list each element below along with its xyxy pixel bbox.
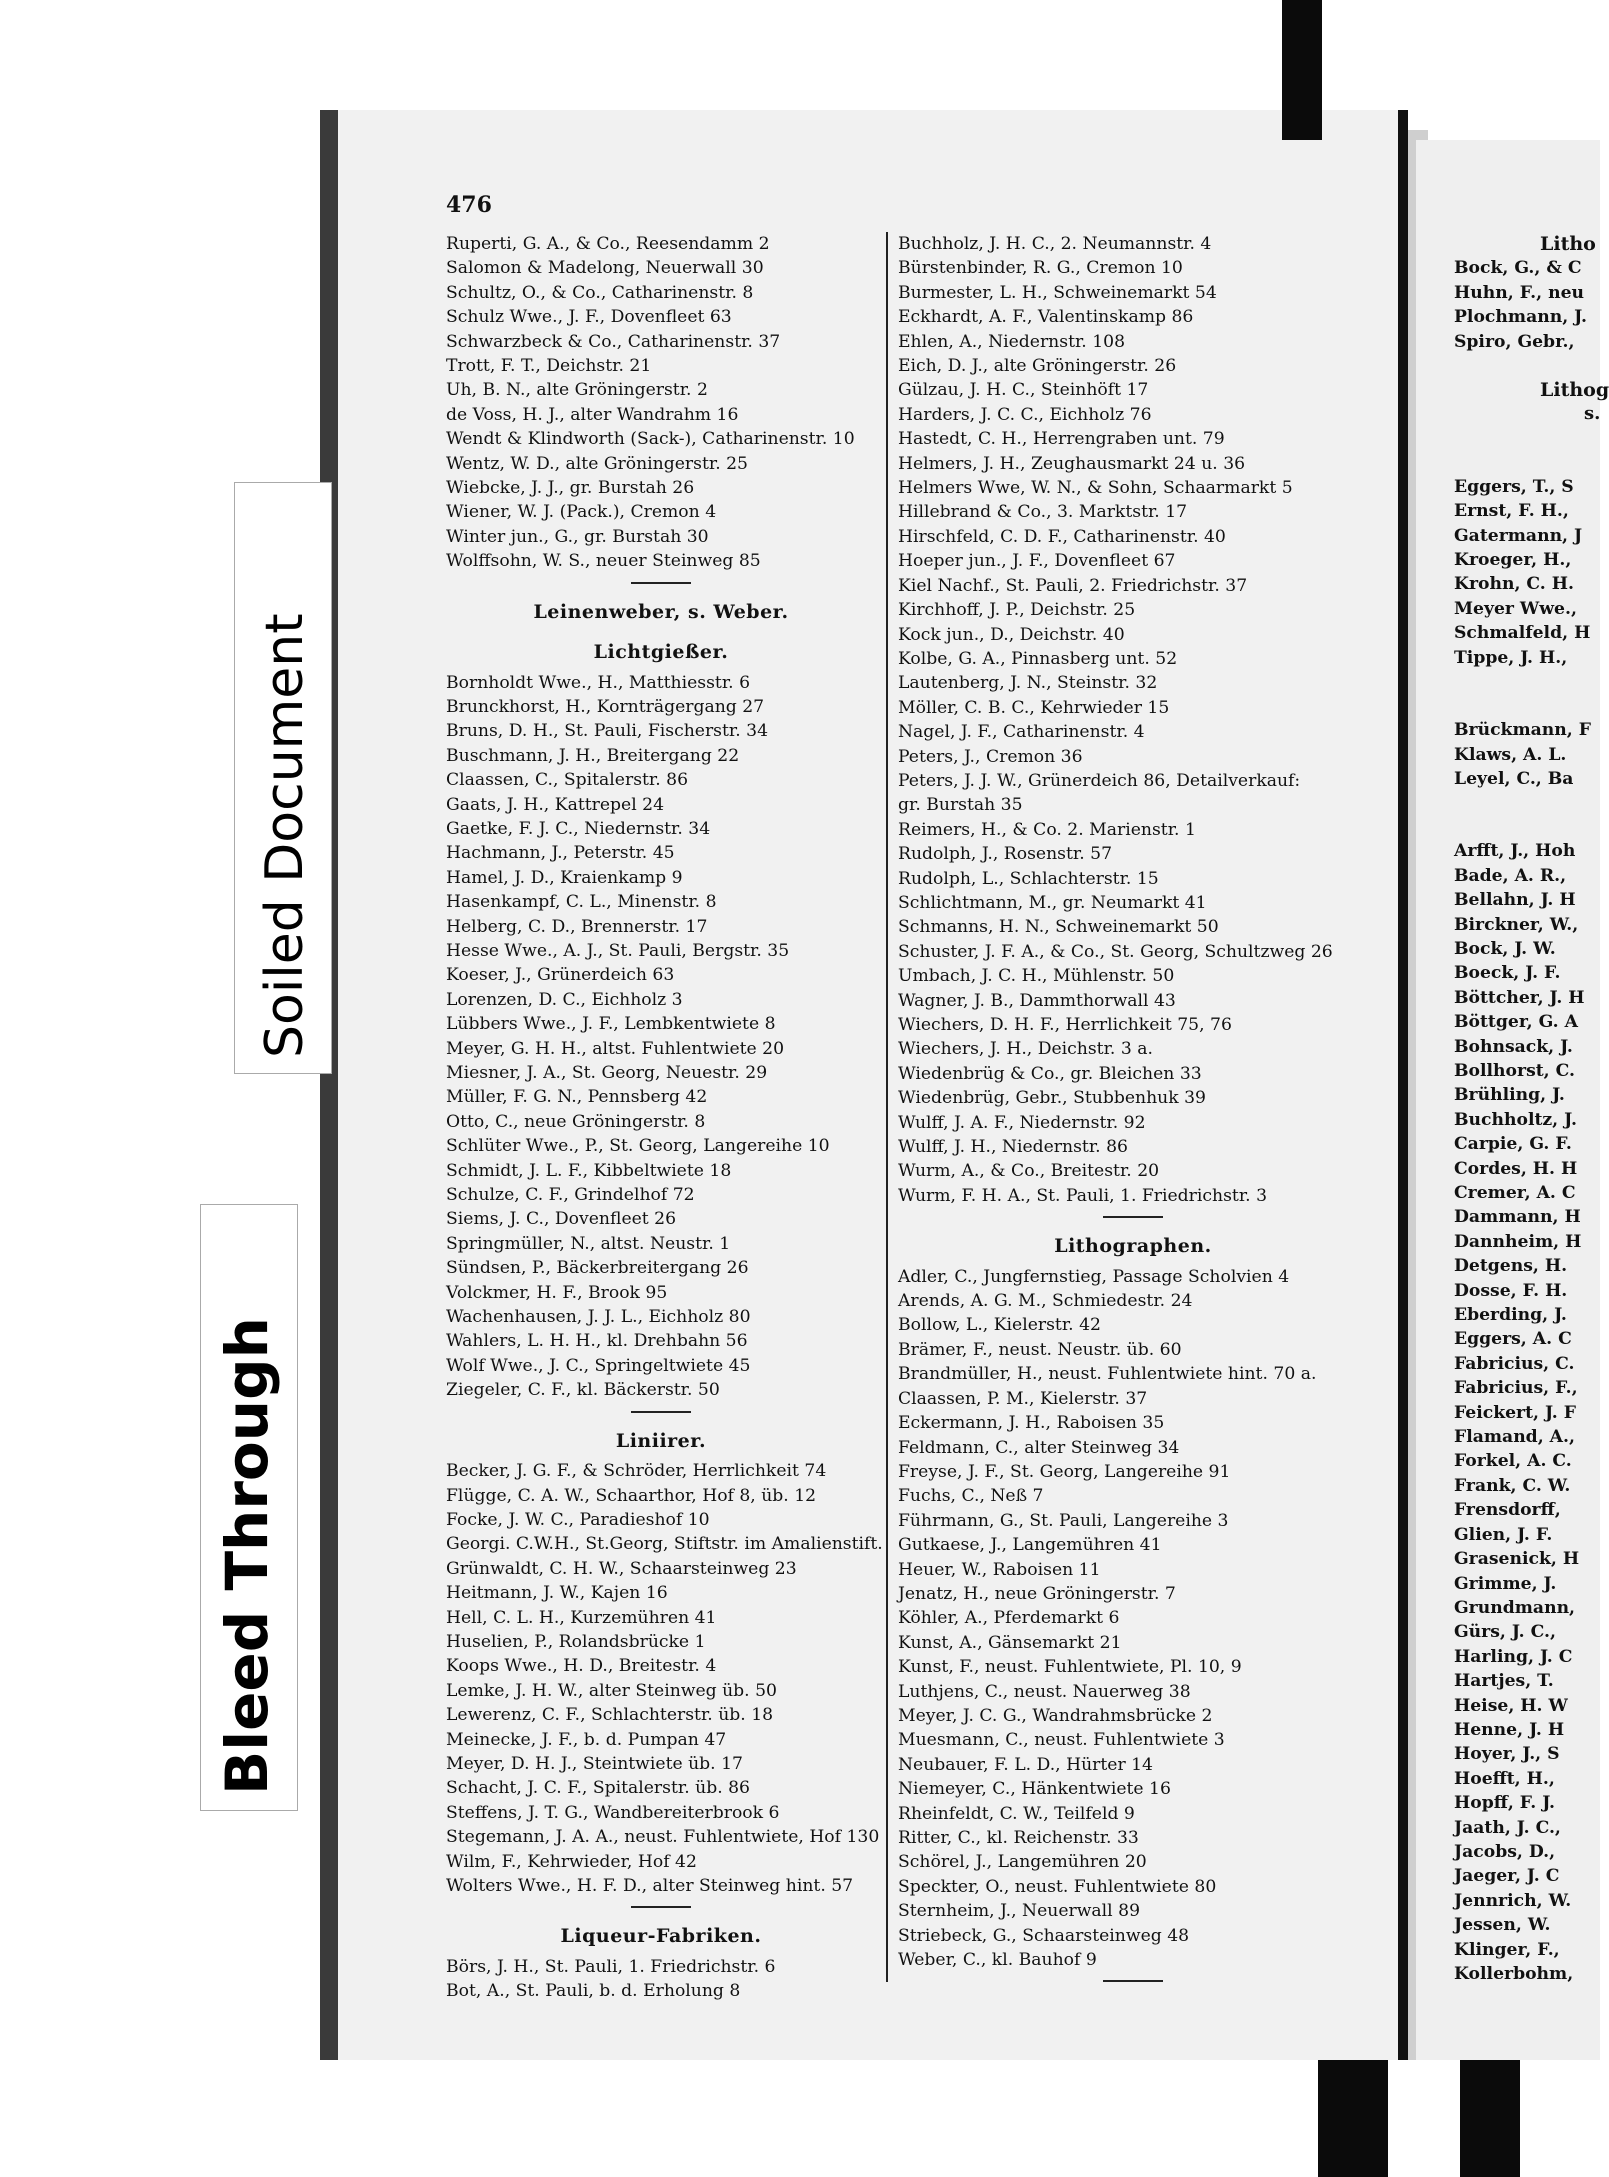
column-divider [886, 232, 888, 1982]
directory-entry: Fuchs, C., Neß 7 [898, 1486, 1044, 1507]
directory-entry: Neubauer, F. L. D., Hürter 14 [898, 1754, 1153, 1775]
directory-entry: Schulze, C. F., Grindelhof 72 [446, 1185, 695, 1206]
directory-entry: Focke, J. W. C., Paradieshof 10 [446, 1509, 710, 1530]
directory-entry: Huhn, F., neu [1454, 282, 1585, 303]
directory-entry: Birckner, W., [1454, 914, 1579, 935]
directory-entry: Köhler, A., Pferdemarkt 6 [898, 1608, 1120, 1629]
directory-entry: Ehlen, A., Niedernstr. 108 [898, 331, 1126, 352]
directory-entry: Luthjens, C., neust. Nauerweg 38 [898, 1681, 1191, 1702]
directory-entry: Kirchhoff, J. P., Deichstr. 25 [898, 600, 1136, 621]
directory-entry: Lübbers Wwe., J. F., Lembkentwiete 8 [446, 1014, 776, 1035]
directory-entry: Wiebcke, J. J., gr. Burstah 26 [446, 478, 695, 499]
section-heading: Liniirer. [615, 1429, 707, 1452]
directory-entry: Schuster, J. F. A., & Co., St. Georg, Schultzweg 26 [898, 941, 1333, 962]
directory-entry: Wendt & Klindworth (Sack-), Catharinenstr. 10 [446, 429, 855, 450]
directory-entry: Helmers, J. H., Zeughausmarkt 24 u. 36 [898, 453, 1246, 474]
directory-entry: Otto, C., neue Gröningerstr. 8 [446, 1111, 706, 1132]
directory-entry: Boeck, J. F. [1454, 963, 1561, 984]
spacer [1454, 451, 1609, 475]
directory-entry: Feldmann, C., alter Steinweg 34 [898, 1437, 1180, 1458]
directory-entry: Heuer, W., Raboisen 11 [898, 1559, 1101, 1580]
directory-entry: Volckmer, H. F., Brook 95 [446, 1282, 668, 1303]
directory-entry: Burmester, L. H., Schweinemarkt 54 [898, 282, 1217, 303]
directory-entry: Peters, J., Cremon 36 [898, 746, 1083, 767]
directory-entry: Brühling, J. [1454, 1085, 1565, 1106]
directory-entry: Frank, C. W. [1454, 1475, 1571, 1496]
directory-entry: Bruns, D. H., St. Pauli, Fischerstr. 34 [446, 721, 769, 742]
directory-entry: Fabricius, C. [1454, 1353, 1575, 1374]
directory-entry: Bock, J. W. [1454, 938, 1556, 959]
directory-entry: Muesmann, C., neust. Fuhlentwiete 3 [898, 1730, 1225, 1751]
directory-entry: Hasenkampf, C. L., Minenstr. 8 [446, 892, 717, 913]
directory-entry: Buchholz, J. H. C., 2. Neumannstr. 4 [898, 234, 1212, 254]
directory-entry: Wolters Wwe., H. F. D., alter Steinweg hint. 57 [446, 1876, 854, 1896]
directory-entry: Leyel, C., Ba [1454, 768, 1574, 789]
directory-entry: Wiener, W. J. (Pack.), Cremon 4 [446, 502, 717, 523]
directory-entry: Lorenzen, D. C., Eichholz 3 [446, 989, 683, 1010]
directory-entry: Eggers, T., S [1454, 476, 1574, 497]
section-subheading: s. [1584, 403, 1601, 425]
directory-entry: Jennrich, W. [1454, 1890, 1572, 1911]
directory-entry: Wulff, J. H., Niedernstr. 86 [898, 1137, 1128, 1158]
spacer [1454, 791, 1609, 815]
directory-entry: Bohnsack, J. [1454, 1036, 1573, 1057]
section-heading: Leinenweber, s. Weber. [533, 600, 789, 623]
directory-entry: Frensdorff, [1454, 1500, 1561, 1521]
directory-entry: Brunckhorst, H., Kornträgergang 27 [446, 696, 765, 717]
directory-entry: Hillebrand & Co., 3. Marktstr. 17 [898, 502, 1188, 523]
spacer [1454, 815, 1609, 839]
directory-entry: Wolf Wwe., J. C., Springeltwiete 45 [446, 1355, 751, 1376]
directory-entry: Wagner, J. B., Dammthorwall 43 [898, 990, 1176, 1011]
right-column [898, 232, 1368, 1984]
facing-page-column [1454, 232, 1609, 1986]
directory-entry: Wurm, A., & Co., Breitestr. 20 [898, 1161, 1160, 1182]
soiled-document-label [234, 482, 332, 1074]
directory-entry: Wilm, F., Kehrwieder, Hof 42 [446, 1851, 697, 1872]
directory-entry: Hoyer, J., S [1454, 1744, 1560, 1765]
directory-entry: Winter jun., G., gr. Burstah 30 [446, 526, 709, 547]
directory-entry: Hastedt, C. H., Herrengraben unt. 79 [898, 429, 1225, 450]
directory-entry: Reimers, H., & Co. 2. Marienstr. 1 [898, 819, 1196, 840]
directory-entry: Cremer, A. C [1454, 1183, 1576, 1203]
directory-entry: Grimme, J. [1454, 1573, 1557, 1594]
directory-entry: Grundmann, [1454, 1597, 1576, 1618]
section-heading: Lithographen. [1054, 1235, 1212, 1258]
directory-entry: Lemke, J. H. W., alter Steinweg üb. 50 [446, 1680, 777, 1701]
directory-entry: Bollow, L., Kielerstr. 42 [898, 1315, 1101, 1336]
directory-entry: Böttger, G. A [1454, 1012, 1578, 1033]
directory-entry: Arfft, J., Hoh [1454, 841, 1576, 862]
directory-entry: Detgens, H. [1454, 1256, 1568, 1277]
directory-entry: Peters, J. J. W., Grünerdeich 86, Detailverkauf: [898, 770, 1301, 791]
directory-entry: Fabricius, F., [1454, 1378, 1578, 1399]
directory-entry: Springmüller, N., altst. Neustr. 1 [446, 1233, 731, 1254]
directory-entry: Speckter, O., neust. Fuhlentwiete 80 [898, 1876, 1217, 1897]
directory-entry: Eberding, J. [1454, 1305, 1567, 1326]
directory-entry: Bellahn, J. H [1454, 890, 1576, 911]
directory-entry: Kroeger, H., [1454, 550, 1572, 571]
directory-entry: Heise, H. W [1454, 1695, 1568, 1716]
directory-entry: Wurm, F. H. A., St. Pauli, 1. Friedrichstr. 3 [898, 1185, 1268, 1206]
directory-entry: Hamel, J. D., Kraienkamp 9 [446, 867, 683, 888]
directory-entry: Gatermann, J [1454, 525, 1583, 546]
directory-entry: Hirschfeld, C. D. F., Catharinenstr. 40 [898, 526, 1226, 547]
directory-entry: Flamand, A., [1454, 1427, 1575, 1448]
directory-entry: Klinger, F., [1454, 1939, 1560, 1960]
spacer [1454, 427, 1609, 451]
directory-entry: Ritter, C., kl. Reichenstr. 33 [898, 1828, 1139, 1848]
directory-entry: Hesse Wwe., A. J., St. Pauli, Bergstr. 35 [446, 940, 790, 961]
directory-entry: Hartjes, T. [1454, 1671, 1554, 1692]
directory-entry: Rudolph, L., Schlachterstr. 15 [898, 868, 1159, 889]
directory-entry: Sternheim, J., Neuerwall 89 [898, 1901, 1141, 1922]
directory-entry: Meyer Wwe., [1454, 598, 1577, 619]
directory-entry: Grasenick, H [1454, 1549, 1580, 1570]
directory-entry: Grünwaldt, C. H. W., Schaarsteinweg 23 [446, 1558, 797, 1579]
page-number: 476 [446, 192, 492, 218]
directory-entry: Krohn, C. H. [1454, 574, 1574, 595]
directory-entry: Ziegeler, C. F., kl. Bäckerstr. 50 [446, 1380, 720, 1401]
directory-entry: Kolbe, G. A., Pinnasberg unt. 52 [898, 648, 1178, 669]
directory-entry: Hachmann, J., Peterstr. 45 [446, 843, 675, 864]
background-top-right [1282, 0, 1600, 110]
directory-entry: Harders, J. C. C., Eichholz 76 [898, 404, 1152, 425]
directory-entry: Meyer, J. C. G., Wandrahmsbrücke 2 [898, 1705, 1213, 1726]
directory-entry: Schmanns, H. N., Schweinemarkt 50 [898, 917, 1219, 938]
directory-entry: Weber, C., kl. Bauhof 9 [898, 1950, 1097, 1971]
directory-entry: Siems, J. C., Dovenfleet 26 [446, 1209, 677, 1230]
section-rule [1103, 1980, 1163, 1982]
directory-entry: Forkel, A. C. [1454, 1451, 1572, 1472]
directory-entry: Niemeyer, C., Hänkentwiete 16 [898, 1779, 1171, 1800]
directory-entry: Schörel, J., Langemühren 20 [898, 1852, 1147, 1873]
directory-entry: Gürs, J. C., [1454, 1622, 1556, 1643]
directory-entry: Umbach, J. C. H., Mühlenstr. 50 [898, 966, 1175, 987]
section-heading: Liqueur-Fabriken. [560, 1925, 762, 1948]
directory-entry: Dosse, F. H. [1454, 1280, 1568, 1301]
directory-entry: Schlüter Wwe., P., St. Georg, Langereihe 10 [446, 1136, 830, 1157]
directory-entry: Gutkaese, J., Langemühren 41 [898, 1535, 1162, 1556]
directory-entry: Brämer, F., neust. Neustr. üb. 60 [898, 1339, 1182, 1360]
directory-entry: de Voss, H. J., alter Wandrahm 16 [446, 404, 739, 425]
directory-entry: Meyer, G. H. H., altst. Fuhlentwiete 20 [446, 1038, 785, 1059]
directory-entry: Klaws, A. L. [1454, 744, 1567, 765]
directory-entry: Wulff, J. A. F., Niedernstr. 92 [898, 1112, 1146, 1133]
bleed-through-label [200, 1204, 298, 1811]
directory-entry: Helmers Wwe, W. N., & Sohn, Schaarmarkt 5 [898, 478, 1293, 499]
directory-entry: Wachenhausen, J. J. L., Eichholz 80 [446, 1307, 751, 1328]
directory-entry: gr. Burstah 35 [898, 795, 1023, 816]
directory-entry: Hoefft, H., [1454, 1768, 1555, 1789]
directory-entry: Arends, A. G. M., Schmiedestr. 24 [898, 1291, 1193, 1312]
directory-entry: Uh, B. N., alte Gröningerstr. 2 [446, 380, 708, 401]
directory-entry: Möller, C. B. C., Kehrwieder 15 [898, 697, 1170, 718]
directory-entry: Lewerenz, C. F., Schlachterstr. üb. 18 [446, 1705, 774, 1726]
directory-entry: Kiel Nachf., St. Pauli, 2. Friedrichstr. 37 [898, 575, 1248, 596]
directory-entry: Freyse, J. F., St. Georg, Langereihe 91 [898, 1461, 1231, 1482]
directory-entry: Sündsen, P., Bäckerbreitergang 26 [446, 1258, 749, 1279]
directory-entry: Tippe, J. H., [1454, 647, 1568, 668]
directory-entry: Bot, A., St. Pauli, b. d. Erholung 8 [446, 1981, 741, 2002]
directory-entry: Buchholtz, J. [1454, 1109, 1577, 1130]
background-left [0, 0, 330, 2177]
directory-entry: Striebeck, G., Schaarsteinweg 48 [898, 1925, 1190, 1946]
directory-entry: Adler, C., Jungfernstieg, Passage Scholvien 4 [898, 1266, 1290, 1287]
section-rule [631, 582, 691, 584]
section-rule [631, 1906, 691, 1908]
directory-entry: Wolffsohn, W. S., neuer Steinweg 85 [446, 551, 761, 572]
scan-edge-bottom-right [1460, 2060, 1520, 2177]
directory-entry: Rheinfeldt, C. W., Teilfeld 9 [898, 1803, 1135, 1824]
directory-entry: Huselien, P., Rolandsbrücke 1 [446, 1631, 706, 1652]
bleed-through-text: Bleed Through [213, 1317, 281, 1795]
directory-entry: Gaats, J. H., Kattrepel 24 [446, 794, 665, 815]
directory-entry: Brückmann, F [1454, 720, 1591, 741]
directory-entry: Hell, C. L. H., Kurzemühren 41 [446, 1607, 717, 1628]
directory-entry: Salomon & Madelong, Neuerwall 30 [446, 258, 764, 279]
directory-entry: Harling, J. C [1454, 1646, 1573, 1667]
directory-entry: Hoeper jun., J. F., Dovenfleet 67 [898, 551, 1176, 572]
directory-entry: Ruperti, G. A., & Co., Reesendamm 2 [446, 234, 770, 254]
directory-entry: Eggers, A. C [1454, 1329, 1572, 1350]
directory-entry: Meinecke, J. F., b. d. Pumpan 47 [446, 1729, 727, 1750]
directory-entry: Wiedenbrüg & Co., gr. Bleichen 33 [898, 1063, 1202, 1084]
directory-entry: Eckermann, J. H., Raboisen 35 [898, 1413, 1165, 1434]
directory-entry: Spiro, Gebr., [1454, 331, 1575, 352]
directory-entry: Lautenberg, J. N., Steinstr. 32 [898, 673, 1158, 694]
directory-entry: Jessen, W. [1454, 1915, 1551, 1936]
section-heading: Lichtgießer. [593, 641, 729, 664]
directory-entry: Dannheim, H [1454, 1231, 1582, 1252]
directory-entry: Gaetke, F. J. C., Niedernstr. 34 [446, 818, 711, 839]
directory-entry: Schmidt, J. L. F., Kibbeltwiete 18 [446, 1160, 732, 1181]
book-spine [320, 110, 338, 2060]
directory-entry: Schwarzbeck & Co., Catharinenstr. 37 [446, 331, 781, 352]
directory-entry: Ernst, F. H., [1454, 501, 1569, 522]
directory-entry: Heitmann, J. W., Kajen 16 [446, 1583, 668, 1604]
directory-entry: Wentz, W. D., alte Gröningerstr. 25 [446, 453, 748, 474]
directory-entry: Feickert, J. F [1454, 1402, 1576, 1423]
directory-entry: Bade, A. R., [1454, 865, 1567, 886]
directory-entry: Eckhardt, A. F., Valentinskamp 86 [898, 307, 1194, 328]
directory-entry: Kock jun., D., Deichstr. 40 [898, 624, 1125, 645]
section-rule [1103, 1216, 1163, 1218]
directory-entry: Bornholdt Wwe., H., Matthiesstr. 6 [446, 672, 751, 693]
directory-entry: Helberg, C. D., Brennerstr. 17 [446, 916, 708, 937]
directory-entry: Gülzau, J. H. C., Steinhöft 17 [898, 380, 1149, 401]
directory-entry: Becker, J. G. F., & Schröder, Herrlichkeit 74 [446, 1461, 827, 1482]
directory-entry: Steffens, J. T. G., Wandbereiterbrook 6 [446, 1802, 780, 1823]
directory-entry: Jacobs, D., [1454, 1841, 1556, 1862]
directory-entry: Flügge, C. A. W., Schaarthor, Hof 8, üb. 12 [446, 1485, 817, 1506]
directory-entry: Trott, F. T., Deichstr. 21 [446, 356, 652, 377]
spacer [1454, 670, 1609, 694]
directory-entry: Koops Wwe., H. D., Breitestr. 4 [446, 1656, 717, 1677]
directory-entry: Georgi. C.W.H., St.Georg, Stiftstr. im Amalienstift. [446, 1534, 883, 1555]
directory-entry: Schacht, J. C. F., Spitalerstr. üb. 86 [446, 1778, 750, 1799]
directory-entry: Wiechers, D. H. F., Herrlichkeit 75, 76 [898, 1015, 1232, 1035]
directory-entry: Wahlers, L. H. H., kl. Drehbahn 56 [446, 1331, 748, 1352]
directory-entry: Buschmann, J. H., Breitergang 22 [446, 745, 740, 766]
directory-entry: Miesner, J. A., St. Georg, Neuestr. 29 [446, 1063, 768, 1083]
directory-entry: Glien, J. F. [1454, 1524, 1553, 1545]
directory-entry: Jaath, J. C., [1454, 1817, 1561, 1838]
directory-entry: Nagel, J. F., Catharinenstr. 4 [898, 722, 1145, 743]
directory-entry: Wiedenbrüg, Gebr., Stubbenhuk 39 [898, 1088, 1206, 1109]
directory-entry: Führmann, G., St. Pauli, Langereihe 3 [898, 1510, 1229, 1531]
directory-entry: Schmalfeld, H [1454, 623, 1591, 644]
directory-entry: Eich, D. J., alte Gröningerstr. 26 [898, 356, 1177, 377]
directory-entry: Koeser, J., Grünerdeich 63 [446, 965, 675, 986]
directory-entry: Bürstenbinder, R. G., Cremon 10 [898, 258, 1183, 279]
scan-edge-top [1282, 0, 1322, 140]
directory-entry: Müller, F. G. N., Pennsberg 42 [446, 1087, 708, 1108]
left-column [446, 232, 883, 2004]
section-heading: Lithog [1540, 379, 1609, 402]
directory-entry: Kunst, F., neust. Fuhlentwiete, Pl. 10, 9 [898, 1657, 1242, 1678]
directory-entry: Carpie, G. F. [1454, 1134, 1572, 1155]
directory-entry: Henne, J. H [1454, 1719, 1565, 1740]
directory-entry: Bock, G., & C [1454, 258, 1582, 279]
directory-entry: Bollhorst, C. [1454, 1060, 1576, 1081]
directory-entry: Kunst, A., Gänsemarkt 21 [898, 1632, 1122, 1653]
directory-entry: Börs, J. H., St. Pauli, 1. Friedrichstr. 6 [446, 1956, 776, 1977]
spacer [1454, 354, 1609, 378]
soiled-document-text: Soiled Document [255, 613, 315, 1058]
directory-entry: Rudolph, J., Rosenstr. 57 [898, 844, 1113, 865]
directory-entry: Dammann, H [1454, 1207, 1581, 1228]
spacer [1454, 694, 1609, 718]
directory-entry: Meyer, D. H. J., Steintwiete üb. 17 [446, 1753, 743, 1774]
directory-entry: Brandmüller, H., neust. Fuhlentwiete hint. 70 a. [898, 1364, 1317, 1385]
directory-entry: Jaeger, J. C [1454, 1866, 1560, 1887]
section-rule [631, 1411, 691, 1413]
directory-entry: Hopff, F. J. [1454, 1793, 1556, 1814]
directory-entry: Böttcher, J. H [1454, 987, 1585, 1008]
directory-entry: Jenatz, H., neue Gröningerstr. 7 [898, 1583, 1176, 1604]
directory-entry: Schultz, O., & Co., Catharinenstr. 8 [446, 282, 754, 303]
scan-edge-bottom [1318, 2060, 1388, 2177]
section-heading: Litho [1540, 233, 1596, 255]
directory-entry: Schlichtmann, M., gr. Neumarkt 41 [898, 892, 1207, 913]
directory-entry: Schulz Wwe., J. F., Dovenfleet 63 [446, 307, 732, 328]
directory-entry: Stegemann, J. A. A., neust. Fuhlentwiete, Hof 130 [446, 1827, 880, 1848]
directory-entry: Plochmann, J. [1454, 307, 1587, 328]
directory-entry: Cordes, H. H [1454, 1158, 1578, 1179]
directory-entry: Kollerbohm, [1454, 1964, 1574, 1984]
directory-entry: Claassen, C., Spitalerstr. 86 [446, 770, 689, 791]
directory-entry: Wiechers, J. H., Deichstr. 3 a. [898, 1039, 1153, 1060]
directory-entry: Claassen, P. M., Kielerstr. 37 [898, 1388, 1148, 1409]
